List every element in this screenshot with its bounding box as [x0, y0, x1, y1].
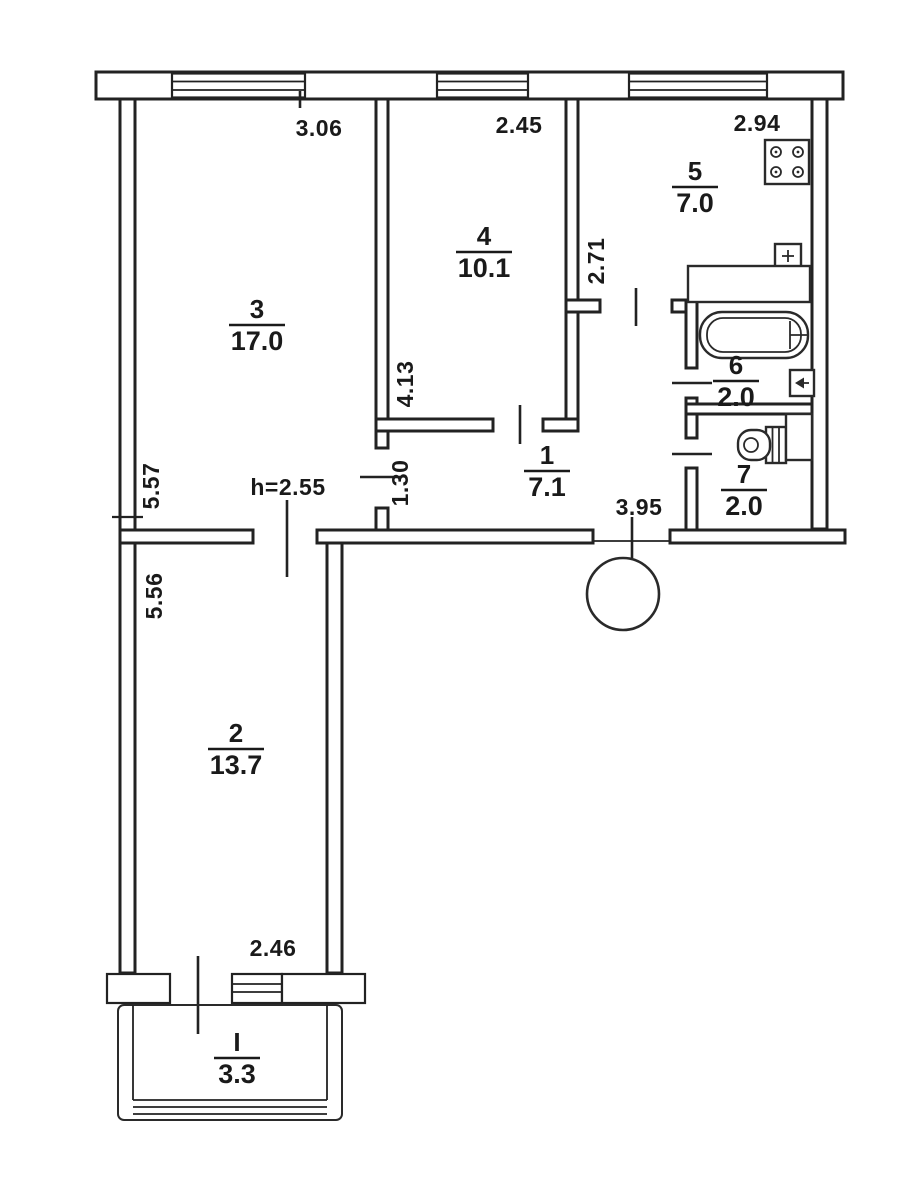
room-3-area: 17.0 [230, 326, 284, 356]
room-6-area: 2.0 [717, 382, 755, 412]
stove-icon [765, 140, 809, 184]
room-1-area: 7.1 [528, 472, 566, 502]
window-1 [172, 74, 305, 98]
kitchen-counter [688, 266, 810, 302]
room-balcony-number: I [233, 1027, 241, 1057]
dim-room2-depth: 5.56 [141, 572, 167, 620]
washbasin-icon [790, 370, 814, 396]
balcony-wall-left [107, 974, 170, 1003]
room-label-4 [456, 221, 512, 283]
wall-room3-room4 [376, 99, 388, 448]
dim-room4-width: 2.45 [495, 112, 543, 138]
toilet-icon [738, 427, 786, 463]
room-5-number: 5 [687, 156, 703, 186]
room-label-7 [721, 459, 767, 521]
room-7-area: 2.0 [725, 491, 763, 521]
dim-kitchen-depth: 2.71 [583, 237, 609, 285]
wall-right [812, 99, 827, 529]
room-label-1 [524, 440, 570, 502]
window-3 [629, 74, 767, 98]
wall-room2-right [327, 543, 342, 973]
wall-room4-kitchen [566, 99, 578, 430]
room-label-2 [208, 718, 264, 780]
room-label-3 [229, 294, 285, 356]
wall-bath-left-1 [686, 300, 697, 368]
outer-walls [96, 72, 843, 973]
dim-kitchen-width: 2.94 [733, 110, 781, 136]
room-6-number: 6 [728, 350, 744, 380]
dim-room3-width: 3.06 [295, 115, 343, 141]
dim-ceiling-height: h=2.55 [250, 474, 326, 500]
dim-hall-width: 3.95 [615, 494, 663, 520]
dim-room3-depth: 5.57 [138, 462, 164, 510]
room-5-area: 7.0 [676, 188, 714, 218]
entrance-circle [587, 558, 659, 630]
room-2-number: 2 [228, 718, 244, 748]
room-balcony-area: 3.3 [218, 1059, 256, 1089]
window-2 [437, 74, 528, 98]
wall-central-2 [317, 530, 593, 543]
balcony-wall-right [282, 974, 365, 1003]
wall-central-1 [120, 530, 253, 543]
water-heater-icon [775, 244, 801, 268]
dim-hall-door-width: 1.30 [387, 459, 413, 507]
wall-central-3 [670, 530, 845, 543]
balcony-window [232, 974, 282, 1003]
room-2-area: 13.7 [209, 750, 263, 780]
dim-balcony-width: 2.46 [249, 935, 297, 961]
room-7-number: 7 [736, 459, 752, 489]
bathtub-icon [700, 312, 808, 358]
room-3-number: 3 [249, 294, 265, 324]
wall-bath-left-3 [686, 468, 697, 535]
room-4-number: 4 [476, 221, 492, 251]
room-label-balcony [214, 1027, 260, 1089]
room-label-6 [713, 350, 759, 412]
wall-kitchen-bottom-left [566, 300, 600, 312]
room-4-area: 10.1 [457, 253, 511, 283]
wall-room4-bottom-left [376, 419, 493, 431]
windows [172, 74, 767, 109]
wall-room4-bottom-right [543, 419, 578, 431]
room-label-5 [672, 156, 718, 218]
dim-room4-depth: 4.13 [392, 360, 418, 408]
duct-shaft [786, 414, 812, 460]
room-1-number: 1 [539, 440, 555, 470]
